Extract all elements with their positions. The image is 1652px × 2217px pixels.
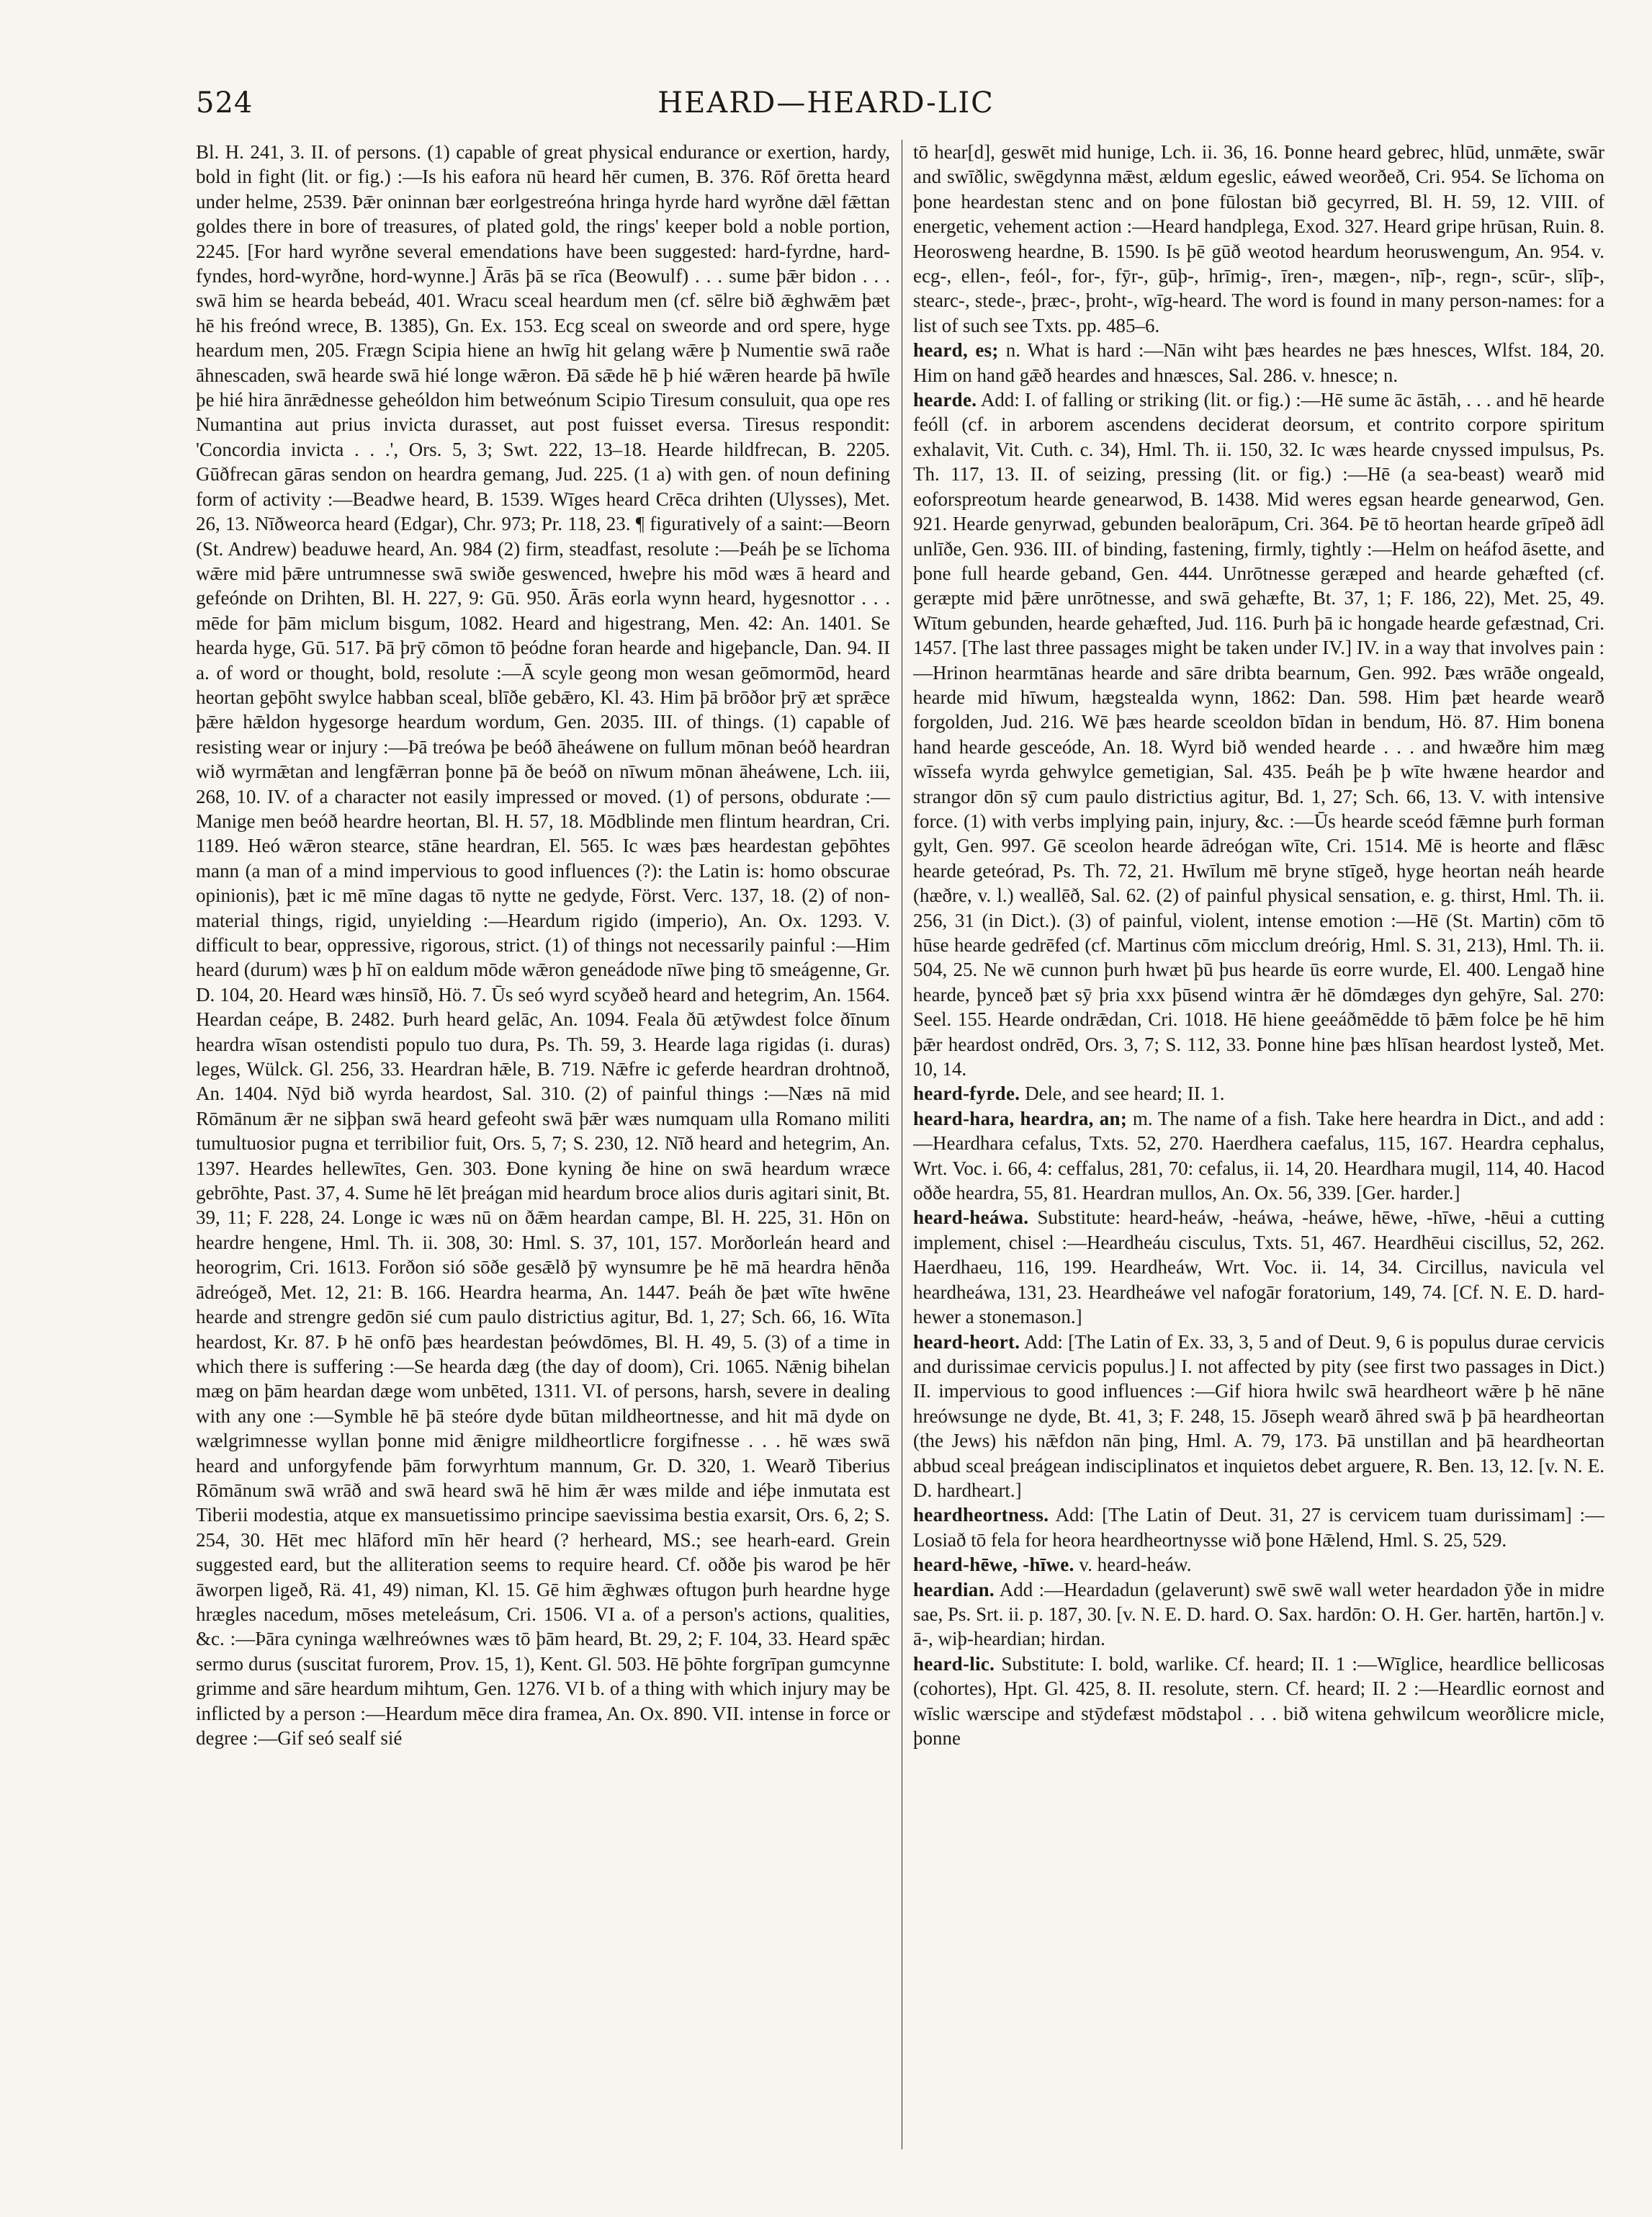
entry-continuation-text: Bl. H. 241, 3. II. of persons. (1) capable of great physical endurance or exertion, hardy, bold in fight (lit. or fig.) :—Is his eafora nū heard hēr cumen, B. 376. Rōf ōretta heard under helme, 2539. Þǣr oninnan bær eorlgestreóna hringa hyrde hard wyrðne dǣl fǣttan goldes there in bore of treasures, of plated gold, the rings' keeper bold a noble portion, 2245. [For hard wyrðne several emendations have been suggested: hard-fyrdne, hard-fyndes, hord-wyrðne, hord-wynne.] Ārās þā se rīca (Beowulf) . . . sume þǣr bidon . . . swā him se hearda bebeád, 401. Wracu sceal heardum men (cf. sēlre bið ǣghwǣm þæt hē his freónd wrece, B. 1385), Gn. Ex. 153. Ecg sceal on sweorde and ord spere, hyge heardum men, 205. Frægn Scipia hiene an hwīg hit gelang wǣre þ Numentie swā raðe āhnescaden, swā hearde swā hié longe wǣron. Ðā sǣde hē þ hié wǣren hearde þā hwīle þe hié hira ānrǣdnesse geheóldon him betweónum Scipio Tiresum consuluit, qua ope res Numantina aut prius invicta durasset, aut post fuisset eversa. Tiresus respondit: 'Concordia invicta . . .', Ors. 5, 3; Swt. 222, 13–18. Hearde hildfrecan, B. 2205. Gūðfrecan gāras sendon on heardra gemang, Jud. 225. (1 a) with gen. of noun defining form of activity :—Beadwe heard, B. 1539. Wīges heard Crēca drihten (Ulysses), Met. 26, 13. Nīðweorca heard (Edgar), Chr. 973; Pr. 118, 23. ¶ figuratively of a saint:—Beorn (St. Andrew) beaduwe heard, An. 984 (2) firm, steadfast, resolute :—Þeáh þe se līchoma wǣre mid þǣre untrumnesse swā swiðe geswenced, hweþre his mōd wæs ā heard and gefeónde on Drihten, Bl. H. 227, 9: Gū. 950. Ārās eorla wynn heard, hygesnottor . . . mēde for þām miclum bisgum, 1082. Heard and higestrang, Men. 42: An. 1401. Se hearda hyge, Gū. 517. Þā þrȳ cōmon tō þeódne foran hearde and higeþancle, Dan. 94. II a. of word or thought, bold, resolute :—Ā scyle geong mon wesan geōmormōd, heard heortan geþōht swylce habban sceal, blīðe gebǣro, Kl. 43. Him þā brōðor þrȳ æt sprǣce þǣre hǣldon hygesorge heardum wordum, Gen. 2035. III. of things. (1) capable of resisting wear or injury :—Þā treówa þe beóð āheáwene on fullum mōnan beóð heardran wið wyrmǣtan and lengfǣrran þonne þā ðe beóð on nīwum mōnan āheáwene, Lch. iii, 268, 10. IV. of a character not easily impressed or moved. (1) of persons, obdurate :—Manige men beóð heardre heortan, Bl. H. 57, 18. Mōdblinde men flintum heardran, Cri. 1189. Heó wǣron stearce, stāne heardran, El. 565. Ic wæs þæs heardestan geþōhtes mann (a man of a mind impervious to good influences (?): the Latin is: homo obscurae opinionis), þæt ic mē mīne dagas tō nytte ne gedyde, Först. Verc. 137, 18. (2) of non-material things, rigid, unyielding :—Heardum rigido (imperio), An. Ox. 1293. V. difficult to bear, oppressive, rigorous, strict. (1) of things not necessarily painful :—Him heard (durum) wæs þ hī on ealdum mōde wǣron geneádode nīwe þing tō smeágenne, Gr. D. 104, 20. Heard wæs hinsīð, Hö. 7. Ūs seó wyrd scyðeð heard and hetegrim, An. 1564. Heardan ceápe, B. 2482. Þurh heard gelāc, An. 1094. Feala ðū ætȳwdest folce ðīnum heardra wīsan ostendisti populo tuo dura, Ps. Th. 59, 3. Hearde laga rigidas (i. duras) leges, Wülck. Gl. 256, 33. Heardran hǣle, B. 719. Nǣfre ic geferde heardran drohtnoð, An. 1404. Nȳd bið wyrda heardost, Sal. 310. (2) of painful things :—Næs nā mid Rōmānum ǣr ne siþþan swā heard gefeoht swā þǣr wæs numquam ulla Romano militi tumultuosior pugna et terribilior fuit, Ors. 5, 7; S. 230, 12. Nīð heard and hetegrim, An. 1397. Heardes hellewītes, Gen. 303. Ðone kyning ðe hine on swā heardum wræce gebrōhte, Past. 37, 4. Sume hē lēt þreágan mid heardum broce alios duris agitari sinit, Bt. 39, 11; F. 228, 24. Longe ic wæs nū on ðǣm heardan campe, Bl. H. 225, 31. Hōn on heardre hengene, Hml. Th. ii. 308, 30: Hml. S. 37, 101, 157. Morðorleán heard and heorogrim, Cri. 1613. Forðon sió sōðe gesǣlð þȳ wynsumre þe hē mā heardra hēnða ādreógeð, Met. 12, 21: B. 166. Heardra hearma, An. 1447. Þeáh ðe þæt wīte hwēne hearde and strengre gedōn sié cum paulo districtius agitur, Bd. 1, 27; Sch. 66, 16. Wīta heardost, Kr. 87. Þ hē onfō þæs heardestan þeówdōmes, Bl. H. 49, 5. (3) of a time in which there is suffering :—Se hearda dæg (the day of doom), Cri. 1065. Nǣnig bihelan mæg on þām heardan dæge wom unbēted, 1311. VI. of persons, harsh, severe in dealing with any one :—Symble hē þā steóre dyde būtan mildheortnesse, and hit mā dyde on wælgrimnesse wyllan þonne mid ǣnigre mildheortlicre forgifnesse . . . hē wæs swā heard and unforgyfende þām forwyrhtum mannum, Gr. D. 320, 1. Wearð Tiberius Rōmānum swā wrāð and swā heard swā hē him ǣr wæs milde and iéþe inmutata est Tiberii modestia, atque ex mansuetissimo principe saevissima bestia exarsit, Ors. 6, 2; S. 254, 30. Hēt mec hlāford mīn hēr heard (? herheard, MS.; see hearh-eard. Grein suggested eard, but the alliteration seems to require heard. Cf. oððe þis warod þe hēr āworpen ligeð, Rä. 41, 49) niman, Kl. 15. Gē him ǣghwæs oftugon þurh heardne hyge hrægles nacedum, mōses meteleásum, Cri. 1506. VI a. of a person's actions, qualities, &c. :—Þāra cyninga wælhreównes wæs tō þām heard, Bt. 29, 2; F. 104, 33. Heard spǣc sermo durus (suscitat furorem, Prov. 15, 1), Kent. Gl. 503. Hē þōhte forgrīpan gumcynne grimme and sāre heardum mihtum, Gen. 1276. VI b. of a thing with which injury may be inflicted by a person :—Heardum mēce dira framea, An. Ox. 890. VII. intense in force or degree :—Gif seó sealf sié [196,141,890,1749]
dictionary-entry [913,1552,1604,1577]
running-head: HEARD—HEARD-LIC [657,86,995,120]
entry-headword: heard, es; [913,339,999,362]
entry-text: Add :—Heardadun (gelaverunt) swē swē wall weter heardadon ȳðe in midre sae, Ps. Srt. ii. p. 187, 30. [v. N. E. D. hard. O. Sax. hardōn: O. H. Ger. hartēn, hartōn.] v. ā-, wiþ-heardian; hirdan. [913,1578,1604,1650]
dictionary-entry [913,1106,1604,1206]
entry-text: n. What is hard :—Nān wiht þæs heardes ne þæs hnesces, Wlfst. 184, 20. Him on hand gǣð heardes and hnæsces, Sal. 286. v. hnesce; n. [913,339,1604,386]
dictionary-entry [913,1577,1604,1652]
entry-headword: heard-heort. [913,1330,1020,1353]
entry-headword: heardian. [913,1578,995,1600]
entry-text: Add: [The Latin of Deut. 31, 27 is cervicem tuam durissimam] :—Losiað tō fela for heora heardheortnysse wið þone Hǣlend, Hml. S. 25, 529. [913,1504,1604,1551]
entry-headword: heard-fyrde. [913,1083,1020,1105]
dictionary-entry [913,388,1604,1081]
entry-headword: heard-lic. [913,1652,995,1675]
entry-headword: heard-hara, heardra, an; [913,1107,1128,1129]
right-column [913,140,1604,2200]
dictionary-entry [913,1502,1604,1552]
entry-text: tō hear[d], geswēt mid hunige, Lch. ii. 36, 16. Þonne heard gebrec, hlūd, unmǣte, swār and swīðlic, swēgdynna mǣst, ældum egeslic, eáwed weorðeð, Cri. 954. Se līchoma on þone heardestan stenc and on þone fūlostan bið gecyrred, Bl. H. 59, 12. VIII. of energetic, vehement action :—Heard handplega, Exod. 327. Heard gripe hrūsan, Ruin. 8. Heorosweng heardne, B. 1590. Is þē gūð weotod heardum heoruswengum, An. 954. v. ecg-, ellen-, feól-, for-, fȳr-, gūþ-, hrīmig-, īren-, mægen-, nīþ-, regn-, scūr-, slīþ-, stearc-, stede-, þræc-, þroht-, wīg-heard. The word is found in many person-names: for a list of such see Txts. pp. 485–6. [913,141,1604,336]
entry-headword: heard-hēwe, -hīwe. [913,1554,1074,1576]
entry-text: Add: I. of falling or striking (lit. or fig.) :—Hē sume āc āstāh, . . . and hē hearde feóll (cf. in arborem ascendens deciderat deorsum, et contrito corpore spiritum exhalavit, Vit. Cuth. c. 34), Hml. Th. ii. 150, 32. Ic wæs hearde cnyssed impulsus, Ps. Th. 117, 13. II. of seizing, pressing (lit. or fig.) :—Hē (a sea-beast) wearð mid eoforspreotum hearde genearwod, B. 1438. Mid weres egsan hearde genearwod, Gen. 921. Hearde genyrwad, gebunden bealorāpum, Cri. 364. Þē tō heortan hearde grīpeð ādl unlīðe, Gen. 936. III. of binding, fastening, firmly, tightly :—Helm on heáfod āsette, and þone full hearde geband, Gen. 444. Unrōtnesse geræped and hearde gehæfted (cf. geræpte mid þǣre unrōtnesse, and swā gehæfte, Bt. 37, 1; F. 186, 22), Met. 25, 49. Wītum gebunden, hearde gehæfted, Jud. 116. Þurh þā ic hongade hearde gefæstnad, Cri. 1457. [The last three passages might be taken under IV.] IV. in a way that involves pain :—Hrinon hearmtānas hearde and sāre dribta bearnum, Gen. 992. Þæs wrāðe ongeald, hearde mid hīwum, hægstealda wynn, 1862: Dan. 598. Him þæt hearde wearð forgolden, Jud. 216. Wē þæs hearde sceoldon bīdan in bendum, Hö. 87. Him bonena hand hearde gesceóde, An. 18. Wyrd bið wended hearde . . . and hwæðre him mæg wīssefa wyrda gehwylce gemetigian, Sal. 435. Þeáh þe þ wīte hwæne heardor and strangor dōn sȳ cum paulo districtius agitur, Bd. 1, 27; Sch. 66, 13. V. with intensive force. (1) with verbs implying pain, injury, &c. :—Ūs hearde sceód fǣmne þurh forman gylt, Gen. 997. Gē sceolon hearde ādreógan wīte, Cri. 1514. Mē is heorte and flǣsc hearde geteórad, Ps. Th. 72, 21. Hwīlum mē bryne stīgeð, hyge heortan neáh hearde (hæðre, v. l.) weallēð, Sal. 62. (2) of painful physical sensation, e. g. thirst, Hml. Th. ii. 256, 31 (in Dict.). (3) of painful, violent, intense emotion :—Hē (St. Martin) cōm tō hūse hearde gedrēfed (cf. Martinus cōm micclum dreórig, Hml. S. 31, 213), Hml. Th. ii. 504, 25. Ne wē cunnon þurh hwæt þū þus hearde ūs eorre wurde, El. 400. Lengað hine hearde, þynceð þæt sȳ þria xxx þūsend wintra ǣr hē dōmdæges dyn gehȳre, Sal. 270: Seel. 155. Hearde ondrǣdan, Cri. 1018. Hē hiene geeáðmēdde tō þǣm folce þe hē him þǣr heardost ondrēd, Ors. 3, 7; S. 112, 33. Þonne hine þæs hlīsan heardost lysteð, Met. 10, 14. [913,389,1604,1080]
left-column [196,140,890,2200]
entry-headword: heardheortness. [913,1504,1049,1526]
dictionary-entry [913,1330,1604,1503]
dictionary-entry [913,338,1604,388]
dictionary-entry [913,1081,1604,1106]
entry-text: Substitute: heard-heáw, -heáwa, -heáwe, hēwe, -hīwe, -hēui a cutting implement, chisel :—Heardheáu cisculus, Txts. 51, 467. Heardhēui ciscillus, 52, 262. Haerdhaeu, 116, 199. Heardheáw, Wrt. Voc. ii. 14, 34. Circillus, navicula vel heardheáwa, 131, 23. Heardheáwe vel nafogār foratorium, 149, 74. [Cf. N. E. D. hard-hewer a stonemason.] [913,1206,1604,1328]
entry-text: m. The name of a fish. Take here heardra in Dict., and add :—Heardhara cefalus, Txts. 52, 270. Haerdhera caefalus, 115, 167. Heardra cephalus, Wrt. Voc. i. 66, 4: ceffalus, 281, 70: cefalus, ii. 14, 20. Heardhara mugil, 114, 40. Hacod oððe heardra, 55, 81. Heardran mullos, An. Ox. 56, 339. [Ger. harder.] [913,1107,1604,1204]
page-number: 524 [196,86,253,120]
dictionary-entry [913,1205,1604,1329]
entry-headword: hearde. [913,389,977,411]
dictionary-entry [913,1652,1604,1751]
entry-text: Dele, and see heard; II. 1. [1025,1083,1225,1105]
entry-text: Substitute: I. bold, warlike. Cf. heard; II. 1 :—Wīglice, heardlice bellicosas (cohortes), Hpt. Gl. 425, 8. II. resolute, stern. Cf. heard; II. 2 :—Heardlic eornost and wīslic wærscipe and stȳdefæst mōdstaþol . . . bið witena gehwilcum weorðlicre micle, þonne [913,1652,1604,1749]
entry-headword: heard-heáwa. [913,1206,1029,1229]
entry-text: v. heard-heáw. [1079,1554,1192,1576]
entry-text: Add: [The Latin of Ex. 33, 3, 5 and of Deut. 9, 6 is populus durae cervicis and durissimae cervicis populus.] I. not affected by pity (see first two passages in Dict.) II. impervious to good influences :—Gif hiora hwilc swā heardheort wǣre þ hē nāne hreówsunge ne dyde, Bt. 41, 3; F. 248, 15. Jōseph wearð āhred swā þ þā heardheortan (the Jews) his nǣfdon nān þing, Hml. A. 79, 173. Þā unstillan and þā heardheortan abbud sceal þreágean indisciplinatos et inquietos debet arguere, R. Ben. 13, 12. [v. N. E. D. hardheart.] [913,1330,1604,1501]
entry-continuation [913,140,1604,338]
